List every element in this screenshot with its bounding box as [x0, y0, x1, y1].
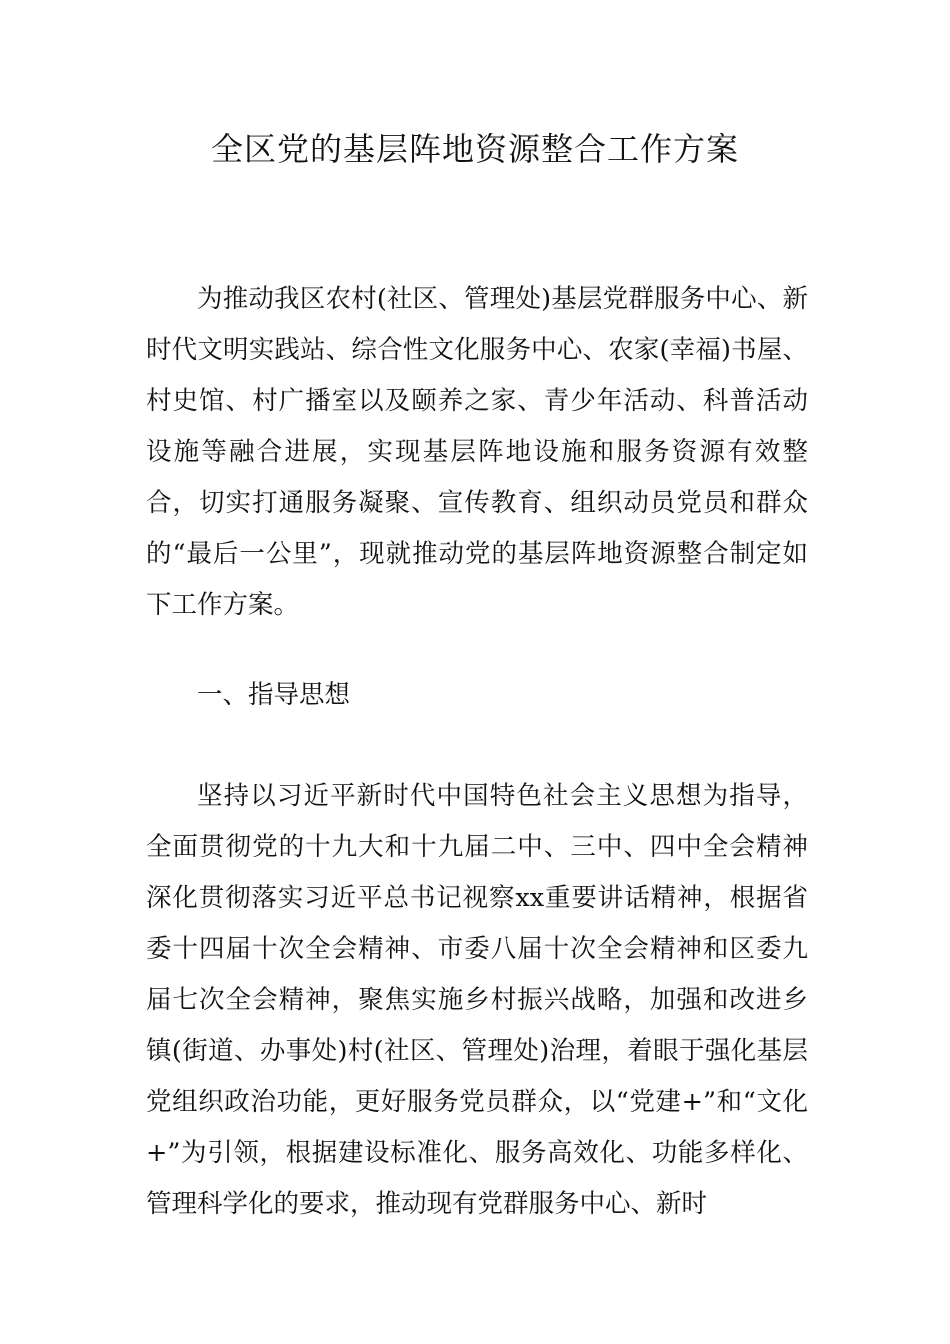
section-body-paragraph: 坚持以习近平新时代中国特色社会主义思想为指导，全面贯彻党的十九大和十九届二中、三中、四中全会精神深化贯彻落实习近平总书记视察xx重要讲话精神，根据省委十四届十次全会精神、市委八届十次全会精神和区委九届七次全会精神，聚焦实施乡村振兴战略，加强和改进乡镇(街道、办事处)村(社区、管理处)治理，着眼于强化基层党组织政治功能，更好服务党员群众，以“党建+”和“文化+”为引领，根据建设标准化、服务高效化、功能多样化、管理科学化的要求，推动现有党群服务中心、新时: [146, 781, 808, 1219]
document-title: 全区党的基层阵地资源整合工作方案: [210, 130, 739, 168]
intro-paragraph: 为推动我区农村(社区、管理处)基层党群服务中心、新时代文明实践站、综合性文化服务中心、农家(幸福)书屋、村史馆、村广播室以及颐养之家、青少年活动、科普活动设施等融合进展，实现基层阵地设施和服务资源有效整合，切实打通服务凝聚、宣传教育、组织动员党员和群众的“最后一公里”，现就推动党的基层阵地资源整合制定如下工作方案。: [146, 284, 808, 620]
section-heading-guiding-ideology: 一、指导思想: [197, 680, 351, 710]
